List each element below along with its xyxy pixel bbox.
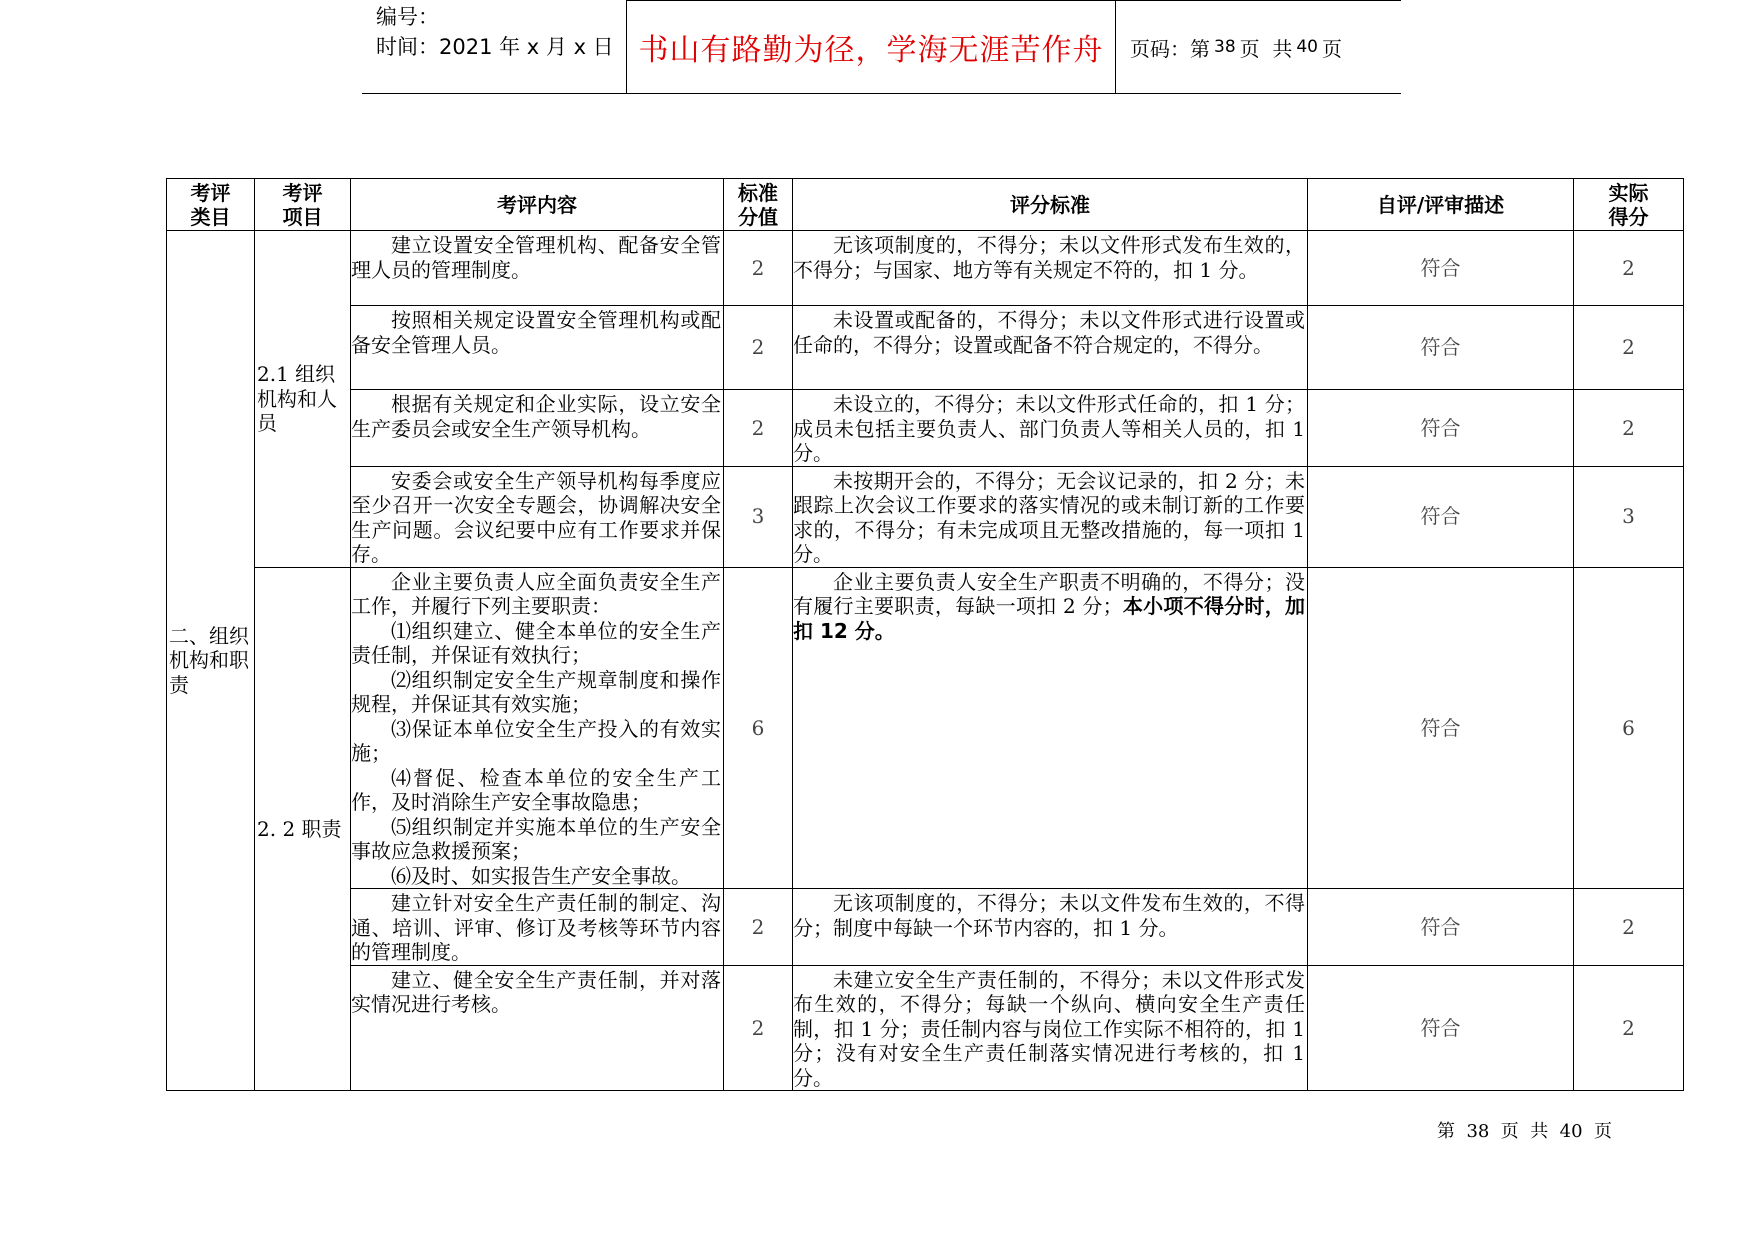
description-cell: 符合 — [1308, 231, 1574, 306]
col-header-criteria: 评分标准 — [793, 179, 1308, 231]
content-cell — [351, 390, 724, 467]
criteria-text: 未按期开会的，不得分；无会议记录的，扣 2 分；未跟踪上次会议工作要求的落实情况的或未制订新的工作要求的，不得分；有未完成项且无整改措施的，每一项扣 1 分。 — [793, 468, 1305, 566]
criteria-cell — [793, 390, 1308, 467]
table-row — [167, 390, 1684, 467]
duty-item: ⑸组织制定并实施本单位的生产安全事故应急救援预案； — [351, 814, 721, 863]
table-row — [167, 466, 1684, 567]
table-header-row — [167, 179, 1684, 231]
criteria-cell — [793, 567, 1308, 889]
criteria-main-text: 企业主要负责人安全生产职责不明确的，不得分；没有履行主要职责，每缺一项扣 2 分； — [793, 569, 1305, 618]
criteria-text: 未建立安全生产责任制的，不得分；未以文件形式发布生效的，不得分；每缺一个纵向、横向安全生产责任制，扣 1 分；责任制内容与岗位工作实际不相符的，扣 1 分；没有对安全生产责任制落实情况进行考核的，扣 1 分。 — [793, 967, 1305, 1090]
criteria-cell — [793, 306, 1308, 390]
criteria-bold-text: 本小项不得分时，加扣 12 分。 — [793, 594, 1305, 643]
content-text: 建立设置安全管理机构、配备安全管理人员的管理制度。 — [351, 233, 721, 282]
content-text: 根据有关规定和企业实际，设立安全生产委员会或安全生产领导机构。 — [351, 392, 721, 441]
header-meta — [362, 0, 627, 93]
content-cell — [351, 965, 724, 1091]
description-cell: 符合 — [1308, 567, 1574, 889]
col-header-standard-score: 标准 分值 — [724, 179, 793, 231]
criteria-cell — [793, 889, 1308, 966]
table-row — [167, 965, 1684, 1091]
standard-score-cell: 6 — [724, 567, 793, 889]
content-text: 建立针对安全生产责任制的制定、沟通、培训、评审、修订及考核等环节内容的管理制度。 — [351, 891, 721, 964]
standard-score-cell: 2 — [724, 231, 793, 306]
item-cell-2-2: 2. 2 职责 — [255, 567, 351, 1091]
standard-score-cell: 2 — [724, 306, 793, 390]
criteria-cell — [793, 466, 1308, 567]
item-cell-2-1: 2.1 组织机构和人员 — [255, 231, 351, 568]
header-page-total: 40 — [1296, 37, 1318, 57]
criteria-text: 未设置或配备的，不得分；未以文件形式进行设置或任命的，不得分；设置或配备不符合规定的，不得分。 — [793, 308, 1305, 357]
standard-score-cell: 2 — [724, 965, 793, 1091]
criteria-text: 无该项制度的，不得分；未以文件形式发布生效的，不得分；与国家、地方等有关规定不符的，扣 1 分。 — [793, 233, 1305, 282]
duty-item: ⑴组织建立、健全本单位的安全生产责任制，并保证有效执行； — [351, 618, 721, 667]
table-row — [167, 231, 1684, 306]
header-page-prefix: 页码：第 — [1130, 36, 1210, 61]
header-time-label: 时间：2021 年 x 月 x 日 — [376, 35, 614, 59]
standard-score-cell: 3 — [724, 466, 793, 567]
duty-item: ⑷督促、检查本单位的安全生产工作，及时消除生产安全事故隐患； — [351, 765, 721, 814]
actual-score-cell: 2 — [1574, 390, 1684, 467]
criteria-cell — [793, 965, 1308, 1091]
criteria-text: 未设立的，不得分；未以文件形式任命的，扣 1 分；成员未包括主要负责人、部门负责人等相关人员的，扣 1 分。 — [793, 392, 1305, 465]
content-cell — [351, 306, 724, 390]
standard-score-cell: 2 — [724, 889, 793, 966]
col-header-content: 考评内容 — [351, 179, 724, 231]
duty-item: ⑶保证本单位安全生产投入的有效实施； — [351, 716, 721, 765]
actual-score-cell: 2 — [1574, 306, 1684, 390]
content-cell — [351, 567, 724, 889]
criteria-text: 无该项制度的，不得分；未以文件发布生效的，不得分；制度中每缺一个环节内容的，扣 1 分。 — [793, 891, 1305, 940]
col-header-actual-score: 实际 得分 — [1574, 179, 1684, 231]
actual-score-cell: 2 — [1574, 965, 1684, 1091]
table-row — [167, 306, 1684, 390]
actual-score-cell: 6 — [1574, 567, 1684, 889]
category-cell: 二、组织机构和职责 — [167, 231, 255, 1091]
page-header — [362, 0, 1401, 94]
description-cell: 符合 — [1308, 390, 1574, 467]
duty-item: ⑹及时、如实报告生产安全事故。 — [391, 863, 691, 888]
table-row — [167, 889, 1684, 966]
header-code-label: 编号： — [376, 5, 439, 29]
header-page-indicator — [1116, 0, 1401, 93]
content-cell — [351, 231, 724, 306]
content-cell — [351, 889, 724, 966]
evaluation-table — [166, 178, 1684, 1091]
criteria-cell — [793, 231, 1308, 306]
duty-item: ⑵组织制定安全生产规章制度和操作规程，并保证其有效实施； — [351, 667, 721, 716]
content-cell — [351, 466, 724, 567]
actual-score-cell: 2 — [1574, 889, 1684, 966]
description-cell: 符合 — [1308, 306, 1574, 390]
header-page-suffix: 页 — [1322, 36, 1342, 61]
col-header-item: 考评 项目 — [255, 179, 351, 231]
col-header-description: 自评/评审描述 — [1308, 179, 1574, 231]
content-text: 建立、健全安全生产责任制，并对落实情况进行考核。 — [351, 967, 721, 1016]
content-intro: 企业主要负责人应全面负责安全生产工作，并履行下列主要职责： — [351, 569, 721, 618]
actual-score-cell: 3 — [1574, 466, 1684, 567]
table-row — [167, 567, 1684, 889]
standard-score-cell: 2 — [724, 390, 793, 467]
header-page-mid: 页 共 — [1239, 36, 1293, 61]
criteria-text — [793, 570, 1305, 644]
content-text: 按照相关规定设置安全管理机构或配备安全管理人员。 — [351, 308, 721, 357]
header-motto: 书山有路勤为径，学海无涯苦作舟 — [627, 0, 1116, 93]
description-cell: 符合 — [1308, 466, 1574, 567]
description-cell: 符合 — [1308, 965, 1574, 1091]
actual-score-cell: 2 — [1574, 231, 1684, 306]
col-header-category: 考评 类目 — [167, 179, 255, 231]
page-footer: 第 38 页 共 40 页 — [1437, 1121, 1613, 1142]
header-page-current: 38 — [1214, 37, 1236, 57]
description-cell: 符合 — [1308, 889, 1574, 966]
content-text: 安委会或安全生产领导机构每季度应至少召开一次安全专题会，协调解决安全生产问题。会议纪要中应有工作要求并保存。 — [351, 468, 721, 566]
